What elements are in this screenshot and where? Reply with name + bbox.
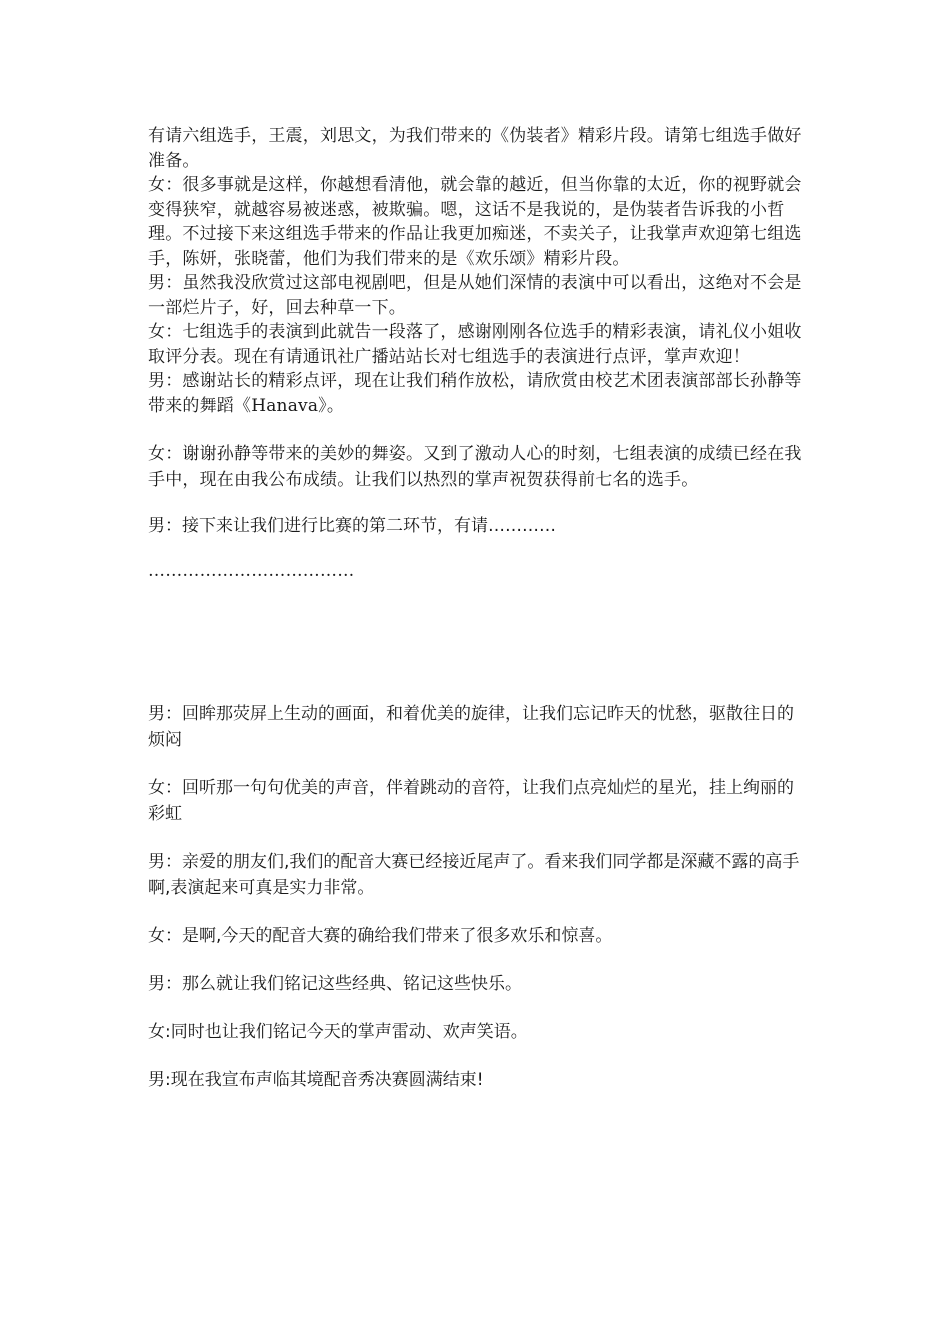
spacer <box>148 949 808 971</box>
document-page <box>148 124 808 1093</box>
paragraph-female-group7-intro: 女：很多事就是这样，你越想看清他，就会靠的越近，但当你靠的太近，你的视野就会变得狭窄，就越容易被迷惑，被欺骗。嗯，这话不是我说的，是伪装者告诉我的小哲理。不过接下来这组选手带来的作品让我更加痴迷，不卖关子，让我掌声欢迎第七组选手，陈妍，张晓蕾，他们为我们带来的是《欢乐颂》精彩片段。 <box>148 175 802 269</box>
paragraph-female-closing-2: 女：是啊,今天的配音大赛的确给我们带来了很多欢乐和惊喜。 <box>148 926 613 946</box>
spacer <box>148 539 808 559</box>
paragraph-male-comment: 男：虽然我没欣赏过这部电视剧吧，但是从她们深情的表演中可以看出，这绝对不会是一部烂片子，好，回去种草一下。 <box>148 273 802 318</box>
spacer <box>148 1045 808 1067</box>
paragraph-female-scoring: 女：七组选手的表演到此就告一段落了，感谢刚刚各位选手的精彩表演，请礼仪小姐收取评分表。现在有请通讯社广播站站长对七组选手的表演进行点评，掌声欢迎！ <box>148 322 802 367</box>
paragraph-female-results <box>148 442 808 493</box>
paragraph-male-final: 男:现在我宣布声临其境配音秀决赛圆满结束! <box>148 1070 484 1090</box>
spacer <box>148 827 808 849</box>
spacer <box>148 418 808 442</box>
paragraph-male-closing-3: 男：那么就让我们铭记这些经典、铭记这些快乐。 <box>148 974 522 994</box>
paragraph-male-next-round: 男：接下来让我们进行比赛的第二环节，有请………… <box>148 515 556 536</box>
paragraph-group6-intro: 有请六组选手，王震，刘思文，为我们带来的《伪装者》精彩片段。请第七组选手做好准备。 <box>148 126 802 171</box>
spacer <box>148 901 808 923</box>
results-serif-text: 女：谢谢孙静等带来的美妙的舞姿。又到了激动人心的时刻，七组表演的成绩已经在我手中，现在由我公布成绩。 <box>148 444 802 490</box>
paragraph-female-closing-1: 女：回听那一句句优美的声音，伴着跳动的音符，让我们点亮灿烂的星光，挂上绚丽的彩虹 <box>148 778 794 824</box>
spacer <box>148 997 808 1019</box>
paragraph-male-closing-2: 男：亲爱的朋友们,我们的配音大赛已经接近尾声了。看来我们同学都是深藏不露的高手啊,表演起来可真是实力非常。 <box>148 852 800 898</box>
paragraph-female-closing-3: 女:同时也让我们铭记今天的掌声雷动、欢声笑语。 <box>148 1022 528 1042</box>
results-sans-text: 让我们以热烈的掌声祝贺获得前七名的选手。 <box>354 469 699 490</box>
spacer <box>148 753 808 775</box>
spacer <box>148 493 808 513</box>
paragraph-male-closing-1: 男：回眸那荧屏上生动的画面，和着优美的旋律，让我们忘记昨天的忧愁，驱散往日的烦闷 <box>148 704 794 750</box>
spacer <box>148 583 808 701</box>
paragraph-male-dance: 男：感谢站长的精彩点评，现在让我们稍作放松，请欣赏由校艺术团表演部部长孙静等带来的舞蹈《Hanava》。 <box>148 371 802 416</box>
ellipsis-line: ……………………………… <box>148 560 355 581</box>
